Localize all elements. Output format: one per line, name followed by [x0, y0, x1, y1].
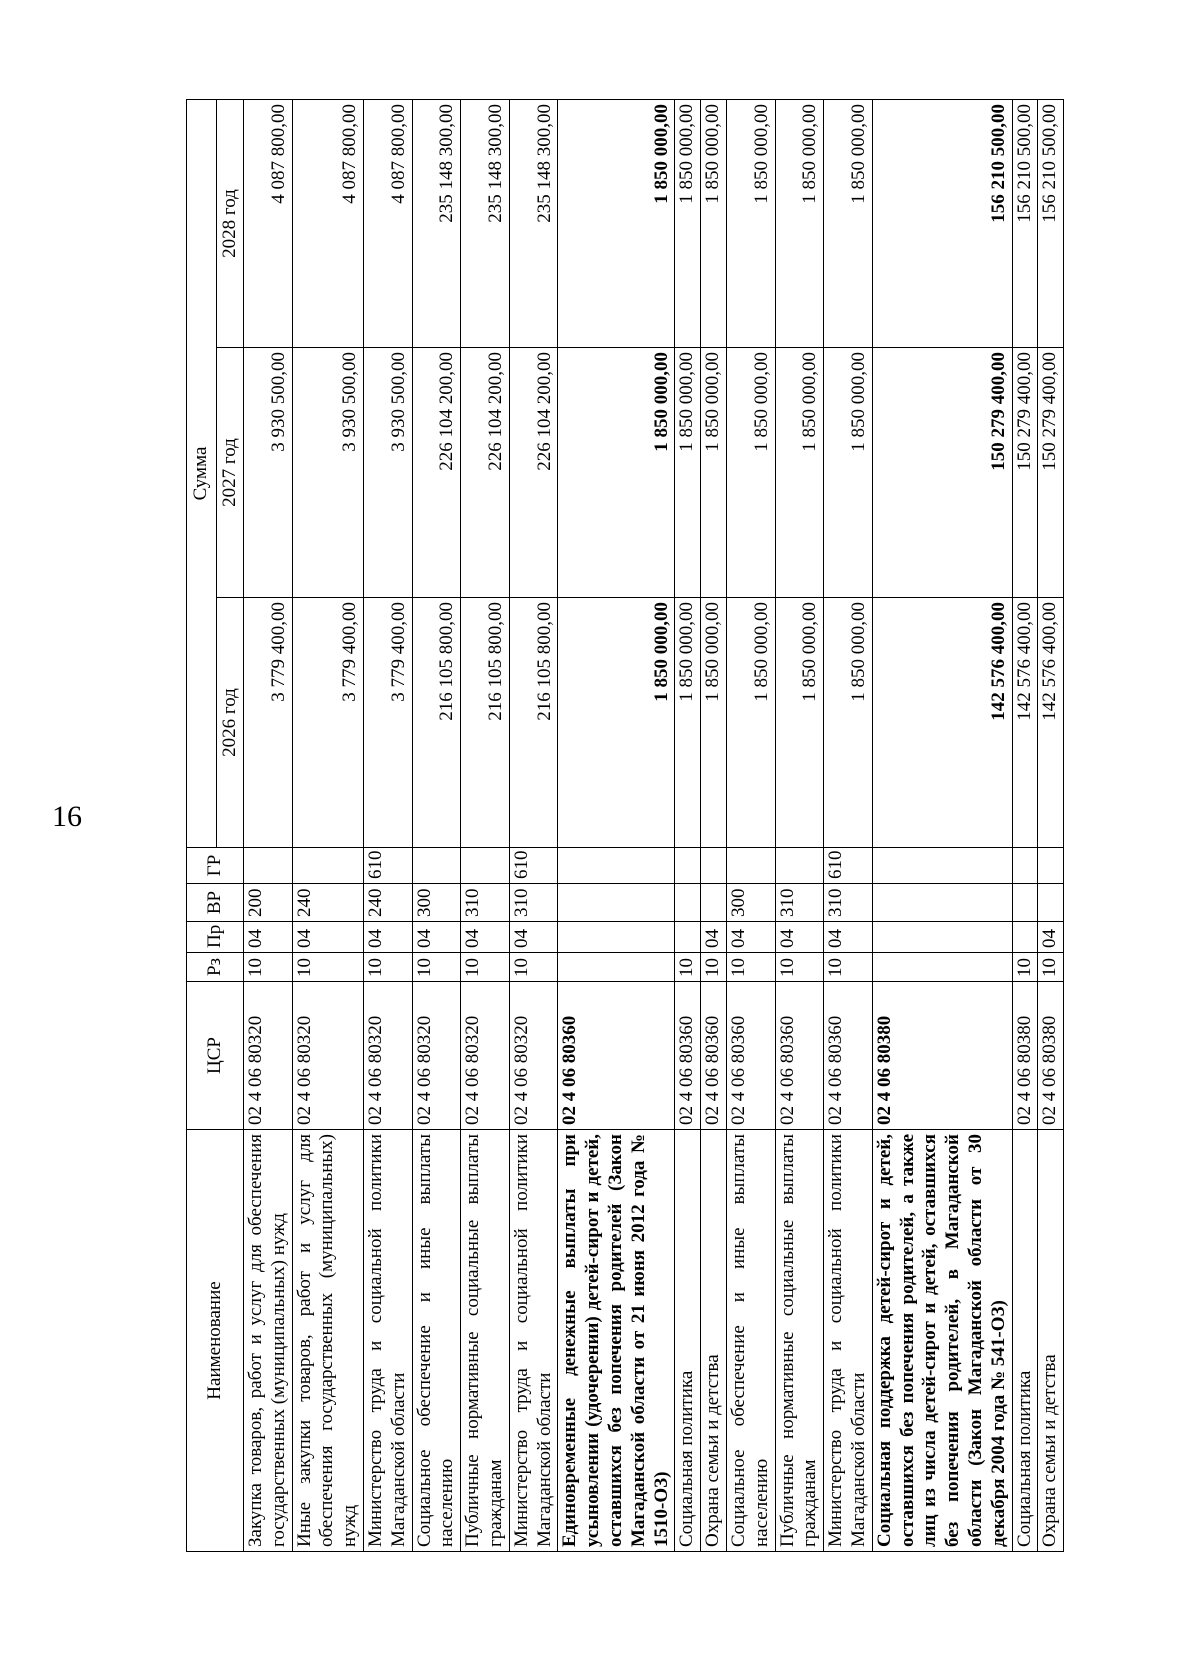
table-row	[1012, 100, 1038, 1552]
row-sum-2027: 1 850 000,00	[675, 348, 701, 598]
row-sum-2028: 235 148 300,00	[509, 100, 558, 348]
row-name: Единовременные денежные выплаты при усыновлении (удочерении) детей-сирот и детей, оставшихся без попечения родителей (Закон Магаданской области от 21 июня 2012 года № 1510-ОЗ)	[558, 1130, 675, 1552]
header-pr: Пр	[187, 922, 244, 953]
row-sum-2027: 1 850 000,00	[824, 348, 873, 598]
row-rz: 10	[412, 953, 461, 982]
row-gr: 610	[824, 848, 873, 884]
row-name: Иные закупки товаров, работ и услуг для обеспечения государственных (муниципальных) нужд	[292, 1130, 363, 1552]
header-sum: Сумма	[187, 100, 217, 848]
row-sum-2028: 4 087 800,00	[292, 100, 363, 348]
table-row	[461, 100, 510, 1552]
row-sum-2028: 1 850 000,00	[775, 100, 824, 348]
row-pr: 04	[292, 922, 363, 953]
row-sum-2026: 1 850 000,00	[701, 598, 727, 848]
row-sum-2026: 1 850 000,00	[726, 598, 775, 848]
row-sum-2027: 150 279 400,00	[1038, 348, 1064, 598]
row-csr: 02 4 06 80320	[244, 982, 293, 1130]
row-sum-2027: 3 930 500,00	[244, 348, 293, 598]
table-row	[412, 100, 461, 1552]
row-sum-2027: 1 850 000,00	[558, 348, 675, 598]
row-csr: 02 4 06 80360	[675, 982, 701, 1130]
row-sum-2028: 156 210 500,00	[872, 100, 1012, 348]
row-csr: 02 4 06 80360	[701, 982, 727, 1130]
row-sum-2027: 3 930 500,00	[363, 348, 412, 598]
row-pr	[675, 922, 701, 953]
row-rz: 10	[461, 953, 510, 982]
row-sum-2028: 235 148 300,00	[412, 100, 461, 348]
row-rz: 10	[509, 953, 558, 982]
row-vr	[872, 884, 1012, 922]
row-gr	[1012, 848, 1038, 884]
row-csr: 02 4 06 80380	[1012, 982, 1038, 1130]
row-csr: 02 4 06 80360	[824, 982, 873, 1130]
row-csr: 02 4 06 80380	[1038, 982, 1064, 1130]
row-name: Министерство труда и социальной политики Магаданской области	[363, 1130, 412, 1552]
row-vr: 310	[824, 884, 873, 922]
row-sum-2028: 156 210 500,00	[1038, 100, 1064, 348]
row-csr: 02 4 06 80360	[726, 982, 775, 1130]
rotated-table-container	[186, 100, 1060, 1552]
row-vr: 310	[461, 884, 510, 922]
row-sum-2027: 1 850 000,00	[726, 348, 775, 598]
row-sum-2026: 216 105 800,00	[412, 598, 461, 848]
row-sum-2026: 142 576 400,00	[872, 598, 1012, 848]
row-csr: 02 4 06 80320	[461, 982, 510, 1130]
row-gr	[775, 848, 824, 884]
row-rz: 10	[1038, 953, 1064, 982]
header-name: Наименование	[187, 1130, 244, 1552]
row-gr	[461, 848, 510, 884]
row-pr: 04	[412, 922, 461, 953]
row-sum-2027: 1 850 000,00	[701, 348, 727, 598]
row-vr	[558, 884, 675, 922]
table-row	[1038, 100, 1064, 1552]
row-rz: 10	[726, 953, 775, 982]
row-sum-2026: 216 105 800,00	[509, 598, 558, 848]
table-row	[558, 100, 675, 1552]
row-rz	[558, 953, 675, 982]
table-body	[244, 100, 1064, 1552]
row-sum-2026: 142 576 400,00	[1038, 598, 1064, 848]
row-gr	[1038, 848, 1064, 884]
row-sum-2026: 3 779 400,00	[363, 598, 412, 848]
row-sum-2027: 3 930 500,00	[292, 348, 363, 598]
row-sum-2027: 226 104 200,00	[461, 348, 510, 598]
row-gr	[726, 848, 775, 884]
table-row	[509, 100, 558, 1552]
row-csr: 02 4 06 80320	[292, 982, 363, 1130]
row-gr	[412, 848, 461, 884]
row-sum-2028: 1 850 000,00	[701, 100, 727, 348]
row-pr: 04	[363, 922, 412, 953]
row-sum-2028: 4 087 800,00	[363, 100, 412, 348]
header-gr: ГР	[187, 848, 244, 884]
row-gr	[292, 848, 363, 884]
row-sum-2026: 3 779 400,00	[244, 598, 293, 848]
row-gr	[701, 848, 727, 884]
row-gr: 610	[509, 848, 558, 884]
row-sum-2027: 1 850 000,00	[775, 348, 824, 598]
row-csr: 02 4 06 80380	[872, 982, 1012, 1130]
row-pr: 04	[244, 922, 293, 953]
row-name: Социальная поддержка детей-сирот и детей, оставшихся без попечения родителей, а также лиц из числа детей-сирот и детей, оставшихся без попечения родителей, в Магаданской области (Закон Магаданской области от 30 декабря 2004 года № 541-ОЗ)	[872, 1130, 1012, 1552]
row-sum-2027: 226 104 200,00	[509, 348, 558, 598]
row-csr: 02 4 06 80360	[775, 982, 824, 1130]
row-gr	[244, 848, 293, 884]
row-pr	[872, 922, 1012, 953]
table-row	[363, 100, 412, 1552]
row-sum-2026: 142 576 400,00	[1012, 598, 1038, 848]
row-pr: 04	[509, 922, 558, 953]
row-vr	[1038, 884, 1064, 922]
header-year-2026: 2026 год	[217, 598, 244, 848]
row-gr	[675, 848, 701, 884]
row-vr: 240	[292, 884, 363, 922]
row-vr: 300	[726, 884, 775, 922]
row-rz: 10	[824, 953, 873, 982]
row-name: Закупка товаров, работ и услуг для обеспечения государственных (муниципальных) нужд	[244, 1130, 293, 1552]
row-sum-2028: 1 850 000,00	[675, 100, 701, 348]
row-vr: 200	[244, 884, 293, 922]
row-sum-2028: 235 148 300,00	[461, 100, 510, 348]
row-csr: 02 4 06 80320	[412, 982, 461, 1130]
row-sum-2028: 1 850 000,00	[558, 100, 675, 348]
row-sum-2026: 1 850 000,00	[824, 598, 873, 848]
table-row	[675, 100, 701, 1552]
header-year-2028: 2028 год	[217, 100, 244, 348]
row-vr	[675, 884, 701, 922]
row-sum-2027: 150 279 400,00	[1012, 348, 1038, 598]
row-rz: 10	[775, 953, 824, 982]
row-vr	[1012, 884, 1038, 922]
row-vr: 310	[775, 884, 824, 922]
row-csr: 02 4 06 80320	[509, 982, 558, 1130]
row-pr: 04	[775, 922, 824, 953]
row-gr	[558, 848, 675, 884]
row-name: Социальная политика	[675, 1130, 701, 1552]
row-rz: 10	[292, 953, 363, 982]
row-pr	[1012, 922, 1038, 953]
header-vr: ВР	[187, 884, 244, 922]
row-sum-2026: 1 850 000,00	[775, 598, 824, 848]
row-name: Министерство труда и социальной политики Магаданской области	[509, 1130, 558, 1552]
row-name: Публичные нормативные социальные выплаты гражданам	[461, 1130, 510, 1552]
row-vr: 310	[509, 884, 558, 922]
row-pr: 04	[726, 922, 775, 953]
budget-table	[186, 99, 1064, 1552]
row-csr: 02 4 06 80360	[558, 982, 675, 1130]
header-rz: Рз	[187, 953, 244, 982]
table-row	[292, 100, 363, 1552]
row-pr: 04	[824, 922, 873, 953]
row-name: Охрана семьи и детства	[701, 1130, 727, 1552]
table-row	[872, 100, 1012, 1552]
row-rz: 10	[1012, 953, 1038, 982]
header-year-2027: 2027 год	[217, 348, 244, 598]
row-pr: 04	[461, 922, 510, 953]
row-sum-2028: 1 850 000,00	[824, 100, 873, 348]
row-vr: 240	[363, 884, 412, 922]
row-sum-2027: 150 279 400,00	[872, 348, 1012, 598]
row-rz: 10	[244, 953, 293, 982]
row-rz: 10	[363, 953, 412, 982]
table-row	[775, 100, 824, 1552]
row-rz: 10	[701, 953, 727, 982]
row-sum-2028: 4 087 800,00	[244, 100, 293, 348]
row-vr: 300	[412, 884, 461, 922]
row-sum-2026: 216 105 800,00	[461, 598, 510, 848]
row-gr	[872, 848, 1012, 884]
row-pr: 04	[1038, 922, 1064, 953]
row-gr: 610	[363, 848, 412, 884]
row-name: Социальное обеспечение и иные выплаты населению	[726, 1130, 775, 1552]
row-rz: 10	[675, 953, 701, 982]
row-csr: 02 4 06 80320	[363, 982, 412, 1130]
row-rz	[872, 953, 1012, 982]
header-csr: ЦСР	[187, 982, 244, 1130]
row-pr: 04	[701, 922, 727, 953]
table-row	[824, 100, 873, 1552]
table-row	[726, 100, 775, 1552]
row-sum-2026: 1 850 000,00	[675, 598, 701, 848]
row-name: Публичные нормативные социальные выплаты гражданам	[775, 1130, 824, 1552]
row-sum-2026: 3 779 400,00	[292, 598, 363, 848]
page-number: 16	[52, 800, 82, 833]
row-vr	[701, 884, 727, 922]
row-name: Охрана семьи и детства	[1038, 1130, 1064, 1552]
row-sum-2028: 156 210 500,00	[1012, 100, 1038, 348]
row-sum-2027: 226 104 200,00	[412, 348, 461, 598]
row-sum-2026: 1 850 000,00	[558, 598, 675, 848]
table-row	[701, 100, 727, 1552]
row-pr	[558, 922, 675, 953]
row-name: Социальная политика	[1012, 1130, 1038, 1552]
table-row	[244, 100, 293, 1552]
row-sum-2028: 1 850 000,00	[726, 100, 775, 348]
row-name: Социальное обеспечение и иные выплаты населению	[412, 1130, 461, 1552]
row-name: Министерство труда и социальной политики Магаданской области	[824, 1130, 873, 1552]
